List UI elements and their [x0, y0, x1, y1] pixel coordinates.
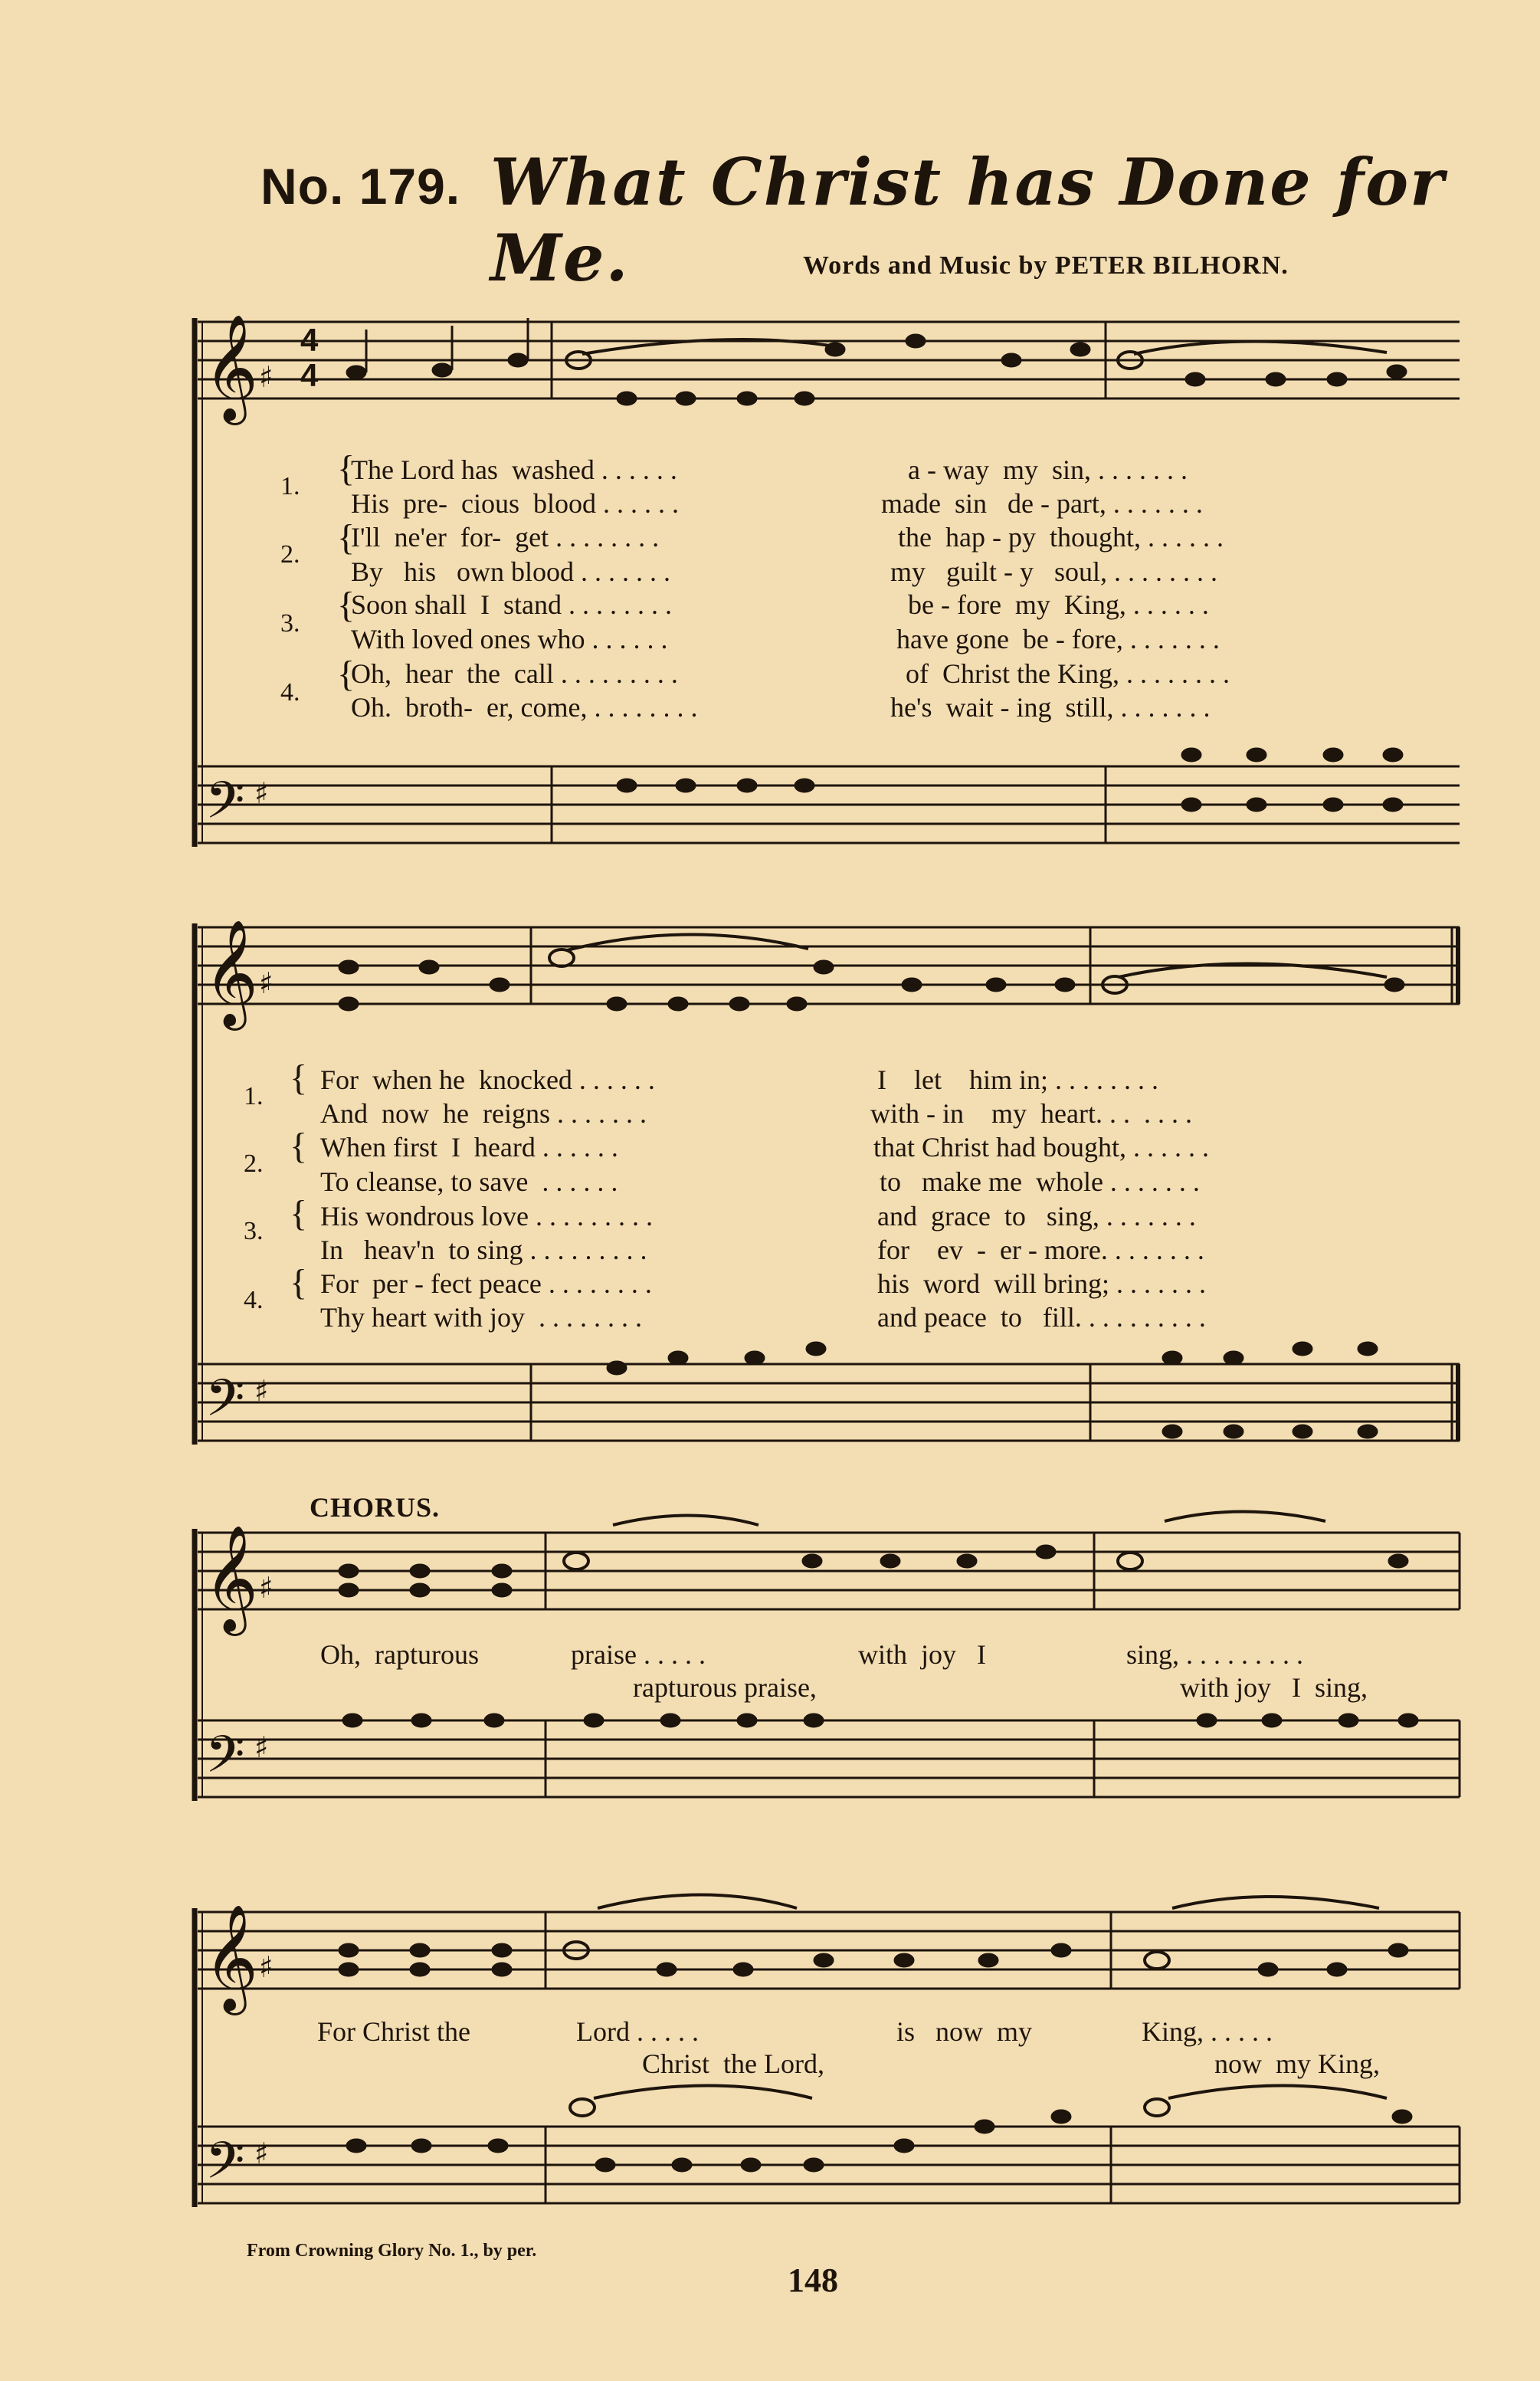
- lyric-left: Oh. broth- er, come, . . . . . . . .: [351, 692, 698, 723]
- verse-brace: {: [337, 585, 356, 625]
- lyric-right: to make me whole . . . . . . .: [880, 1166, 1200, 1197]
- verse-brace: {: [337, 448, 356, 489]
- verse-number: 2.: [244, 1150, 264, 1178]
- verse-number: 3.: [280, 609, 300, 638]
- sharp-icon: ♯: [254, 776, 269, 810]
- lyric-right: he's wait - ing still, . . . . . . .: [890, 692, 1211, 723]
- verse-number: 4.: [244, 1286, 264, 1314]
- verse-number: 1.: [280, 472, 300, 500]
- lyric-left: The Lord has washed . . . . . .: [351, 454, 677, 485]
- sharp-icon: ♯: [259, 1950, 274, 1984]
- treble-clef-icon: 𝄞: [204, 1525, 258, 1632]
- sharp-icon: ♯: [254, 2137, 269, 2170]
- verse-brace: {: [290, 1262, 308, 1303]
- time-signature-bottom: 4: [300, 357, 319, 393]
- lyric-left: His pre- cious blood . . . . . .: [351, 488, 679, 519]
- page-number: 148: [788, 2261, 838, 2299]
- bass-staff-4: [198, 2127, 1460, 2203]
- lyric-right: a - way my sin, . . . . . . .: [908, 454, 1188, 485]
- verse-brace: {: [337, 517, 356, 558]
- lyric-right: and peace to fill. . . . . . . . . .: [877, 1302, 1206, 1333]
- verse-number: 1.: [244, 1082, 264, 1110]
- chorus-lyric: now my King,: [1214, 2048, 1380, 2079]
- lyric-right: that Christ had bought, . . . . . .: [873, 1132, 1209, 1163]
- treble-clef-icon: 𝄞: [204, 920, 258, 1026]
- bass-staff-1: [198, 766, 1460, 843]
- sharp-icon: ♯: [259, 360, 274, 394]
- sharp-icon: ♯: [254, 1374, 269, 1408]
- bass-staff-2: [198, 1364, 1460, 1441]
- footnote: From Crowning Glory No. 1., by per.: [247, 2241, 537, 2261]
- lyric-right: and grace to sing, . . . . . . .: [877, 1201, 1196, 1231]
- chorus-lyric: rapturous praise,: [633, 1672, 817, 1703]
- verse-number: 2.: [280, 540, 300, 569]
- lyric-left: Oh, hear the call . . . . . . . . .: [351, 658, 678, 689]
- treble-staff-1: [198, 322, 1460, 398]
- lyric-left: With loved ones who . . . . . .: [351, 624, 668, 654]
- bass-clef-icon: 𝄢: [205, 771, 245, 842]
- verse-brace: {: [337, 654, 356, 694]
- chorus-lyric: King, . . . . .: [1142, 2016, 1273, 2047]
- time-signature: [300, 322, 319, 393]
- sharp-icon: ♯: [259, 966, 274, 1000]
- lyric-left: Thy heart with joy . . . . . . . .: [320, 1302, 642, 1333]
- lyric-right: with - in my heart. . . . . . .: [870, 1098, 1192, 1129]
- chorus-lyric: sing, . . . . . . . . .: [1126, 1639, 1304, 1670]
- time-signature-top: 4: [300, 322, 319, 358]
- lyric-right: his word will bring; . . . . . . .: [877, 1268, 1206, 1299]
- key-signatures: [254, 360, 273, 2170]
- lyric-right: the hap - py thought, . . . . . .: [898, 522, 1224, 553]
- lyric-right: I let him in; . . . . . . . .: [877, 1064, 1158, 1095]
- bass-clef-icon: 𝄢: [205, 1725, 245, 1796]
- lyric-left: And now he reigns . . . . . . .: [320, 1098, 647, 1129]
- lyric-right: of Christ the King, . . . . . . . .: [906, 658, 1230, 689]
- lyric-right: made sin de - part, . . . . . . .: [881, 488, 1203, 519]
- sharp-icon: ♯: [254, 1730, 269, 1764]
- lyric-left: By his own blood . . . . . . .: [351, 556, 671, 587]
- hymn-number: No. 179.: [260, 158, 461, 215]
- treble-clef-icon: 𝄞: [204, 1904, 258, 2011]
- verse-number: 3.: [244, 1217, 264, 1245]
- lyric-left: I'll ne'er for- get . . . . . . . .: [351, 522, 660, 553]
- verse-brace: {: [290, 1058, 308, 1098]
- credit-line: Words and Music by PETER BILHORN.: [803, 251, 1289, 280]
- lyric-left: In heav'n to sing . . . . . . . . .: [320, 1235, 647, 1265]
- bass-clef-icon: 𝄢: [205, 2131, 245, 2202]
- chorus-lyric: praise . . . . .: [571, 1639, 706, 1670]
- chorus-label: CHORUS.: [310, 1492, 441, 1523]
- bass-clef-icon: 𝄢: [205, 1369, 245, 1440]
- lyric-right: my guilt - y soul, . . . . . . . .: [890, 556, 1218, 587]
- verse-brace: {: [290, 1193, 308, 1234]
- chorus-lyric: For Christ the: [317, 2016, 471, 2047]
- treble-staff-4: [198, 1912, 1460, 1989]
- chorus-lyric: Lord . . . . .: [576, 2016, 699, 2047]
- clefs: [204, 314, 258, 2202]
- chorus-lyric: with joy I: [858, 1639, 986, 1670]
- lyric-left: When first I heard . . . . . .: [320, 1132, 618, 1163]
- chorus-lyric: Oh, rapturous: [320, 1639, 479, 1670]
- lyric-right: for ev - er - more. . . . . . . .: [877, 1235, 1204, 1265]
- hymn-title: What Christ has Done for Me.: [490, 144, 1446, 296]
- chorus-lyric: Christ the Lord,: [642, 2048, 824, 2079]
- chorus-lyric: with joy I sing,: [1180, 1672, 1368, 1703]
- verse-number: 4.: [280, 678, 300, 707]
- lyric-left: For per - fect peace . . . . . . . .: [320, 1268, 652, 1299]
- treble-clef-icon: 𝄞: [204, 314, 258, 421]
- lyric-left: For when he knocked . . . . . .: [320, 1064, 655, 1095]
- chorus-lyric: is now my: [896, 2016, 1033, 2047]
- lyric-right: be - fore my King, . . . . . .: [908, 589, 1209, 620]
- verse-brace: {: [290, 1126, 308, 1166]
- bass-staff-3: [198, 1720, 1460, 1797]
- sharp-icon: ♯: [259, 1571, 274, 1605]
- lyric-left: Soon shall I stand . . . . . . . .: [351, 589, 672, 620]
- lyric-left: His wondrous love . . . . . . . . .: [320, 1201, 653, 1231]
- treble-staff-3: [198, 1533, 1460, 1609]
- lyric-right: have gone be - fore, . . . . . . .: [896, 624, 1220, 654]
- lyric-left: To cleanse, to save . . . . . .: [320, 1166, 618, 1197]
